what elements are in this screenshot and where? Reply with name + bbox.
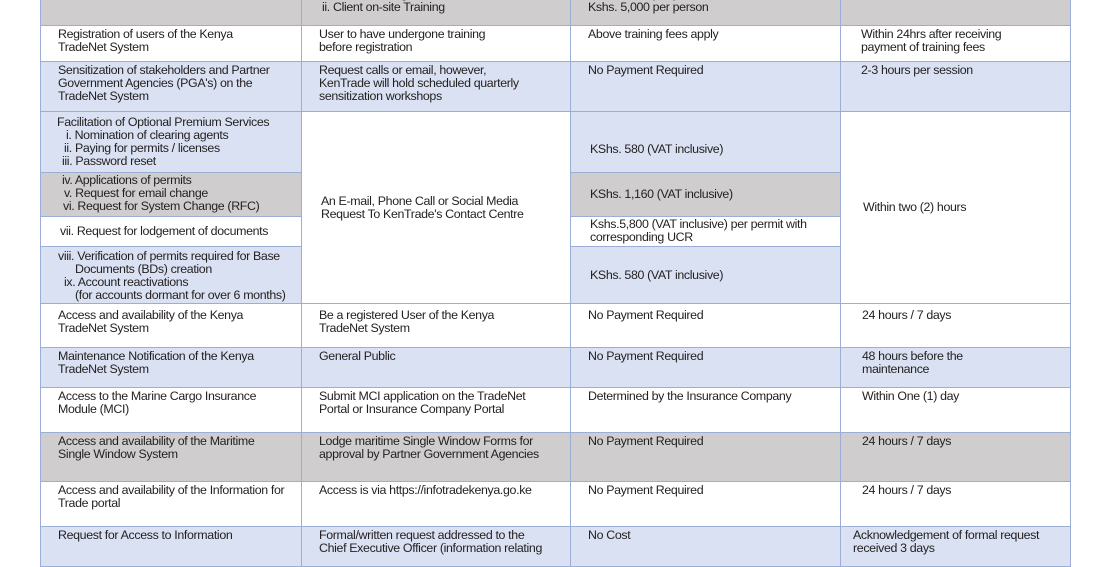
premium-services-block xyxy=(40,112,1071,304)
service-cell: Maintenance Notification of the Kenya TradeNet System xyxy=(40,348,302,388)
table-row xyxy=(40,348,1071,388)
timeline-cell: Within One (1) day xyxy=(841,388,1071,433)
requirement-cell: Lodge maritime Single Window Forms for approval by Partner Government Agencies xyxy=(302,433,571,482)
timeline-cell: Within 24hrs after receiving payment of training fees xyxy=(841,26,1071,62)
charge-cell: No Payment Required xyxy=(571,304,841,348)
charge-cell: No Payment Required xyxy=(571,62,841,112)
timeline-cell: 48 hours before the maintenance xyxy=(841,348,1071,388)
requirement-cell: Be a registered User of the Kenya TradeNet System xyxy=(302,304,571,348)
premium-group-4: viii. Verification of permits required for Base Documents (BDs) creation ix. Account reactivations (for accounts dormant for over 6 months) xyxy=(40,247,302,304)
charge-cell: No Payment Required xyxy=(571,482,841,527)
service-cell: Access and availability of the Maritime Single Window System xyxy=(40,433,302,482)
service-cell: Access and availability of the Kenya TradeNet System xyxy=(40,304,302,348)
table-row xyxy=(40,433,1071,482)
training-option-2: ii. Client on-site Training xyxy=(322,0,445,14)
premium-group-2: iv. Applications of permits v. Request for email change vi. Request for System Change (RFC) xyxy=(40,173,302,217)
premium-fee-1: KShs. 580 (VAT inclusive) xyxy=(571,112,841,173)
requirement-cell: Submit MCI application on the TradeNet Portal or Insurance Company Portal xyxy=(302,388,571,433)
table-row xyxy=(40,304,1071,348)
table-row xyxy=(40,26,1071,62)
timeline-cell: 2-3 hours per session xyxy=(841,62,1071,112)
table-row xyxy=(40,527,1071,567)
service-cell: Registration of users of the Kenya TradeNet System xyxy=(40,26,302,62)
service-cell xyxy=(40,0,302,26)
requirement-cell: Request calls or email, however, KenTrade will hold scheduled quarterly sensitization workshops xyxy=(302,62,571,112)
premium-time-cell: Within two (2) hours xyxy=(841,112,1071,304)
timeline-cell: 24 hours / 7 days xyxy=(841,482,1071,527)
premium-fee-4: KShs. 580 (VAT inclusive) xyxy=(571,247,841,304)
timeline-cell: 24 hours / 7 days xyxy=(841,433,1071,482)
timeline-cell xyxy=(841,0,1071,26)
requirement-cell: Formal/written request addressed to the Chief Executive Officer (information relating xyxy=(302,527,571,567)
service-cell: Access and availability of the Information for Trade portal xyxy=(40,482,302,527)
table-row xyxy=(40,482,1071,527)
service-cell xyxy=(302,0,571,26)
premium-contact-cell: An E-mail, Phone Call or Social Media Request To KenTrade's Contact Centre xyxy=(302,112,571,304)
service-cell: Sensitization of stakeholders and Partner Government Agencies (PGA's) on the TradeNet System xyxy=(40,62,302,112)
requirement-cell: General Public xyxy=(302,348,571,388)
premium-group-3: vii. Request for lodgement of documents xyxy=(40,217,302,247)
timeline-cell: Acknowledgement of formal request received 3 days xyxy=(841,527,1071,567)
charge-cell: Above training fees apply xyxy=(571,26,841,62)
timeline-cell: 24 hours / 7 days xyxy=(841,304,1071,348)
table-row xyxy=(40,62,1071,112)
charge-cell: Kshs. 5,000 per person xyxy=(571,0,841,26)
service-cell: Access to the Marine Cargo Insurance Module (MCI) xyxy=(40,388,302,433)
requirement-cell: Access is via https://infotradekenya.go.ke xyxy=(302,482,571,527)
premium-fee-2: KShs. 1,160 (VAT inclusive) xyxy=(571,173,841,217)
premium-fee-3: Kshs.5,800 (VAT inclusive) per permit with corresponding UCR xyxy=(571,217,841,247)
table-row xyxy=(40,0,1071,26)
requirement-cell: User to have undergone training before registration xyxy=(302,26,571,62)
charge-cell: Determined by the Insurance Company xyxy=(571,388,841,433)
service-cell: Request for Access to Information xyxy=(40,527,302,567)
charge-cell: No Cost xyxy=(571,527,841,567)
premium-group-1: Facilitation of Optional Premium Services i. Nomination of clearing agents ii. Paying for permits / licenses iii. Password reset xyxy=(40,112,302,173)
table-row xyxy=(40,388,1071,433)
charge-cell: No Payment Required xyxy=(571,433,841,482)
charge-cell: No Payment Required xyxy=(571,348,841,388)
